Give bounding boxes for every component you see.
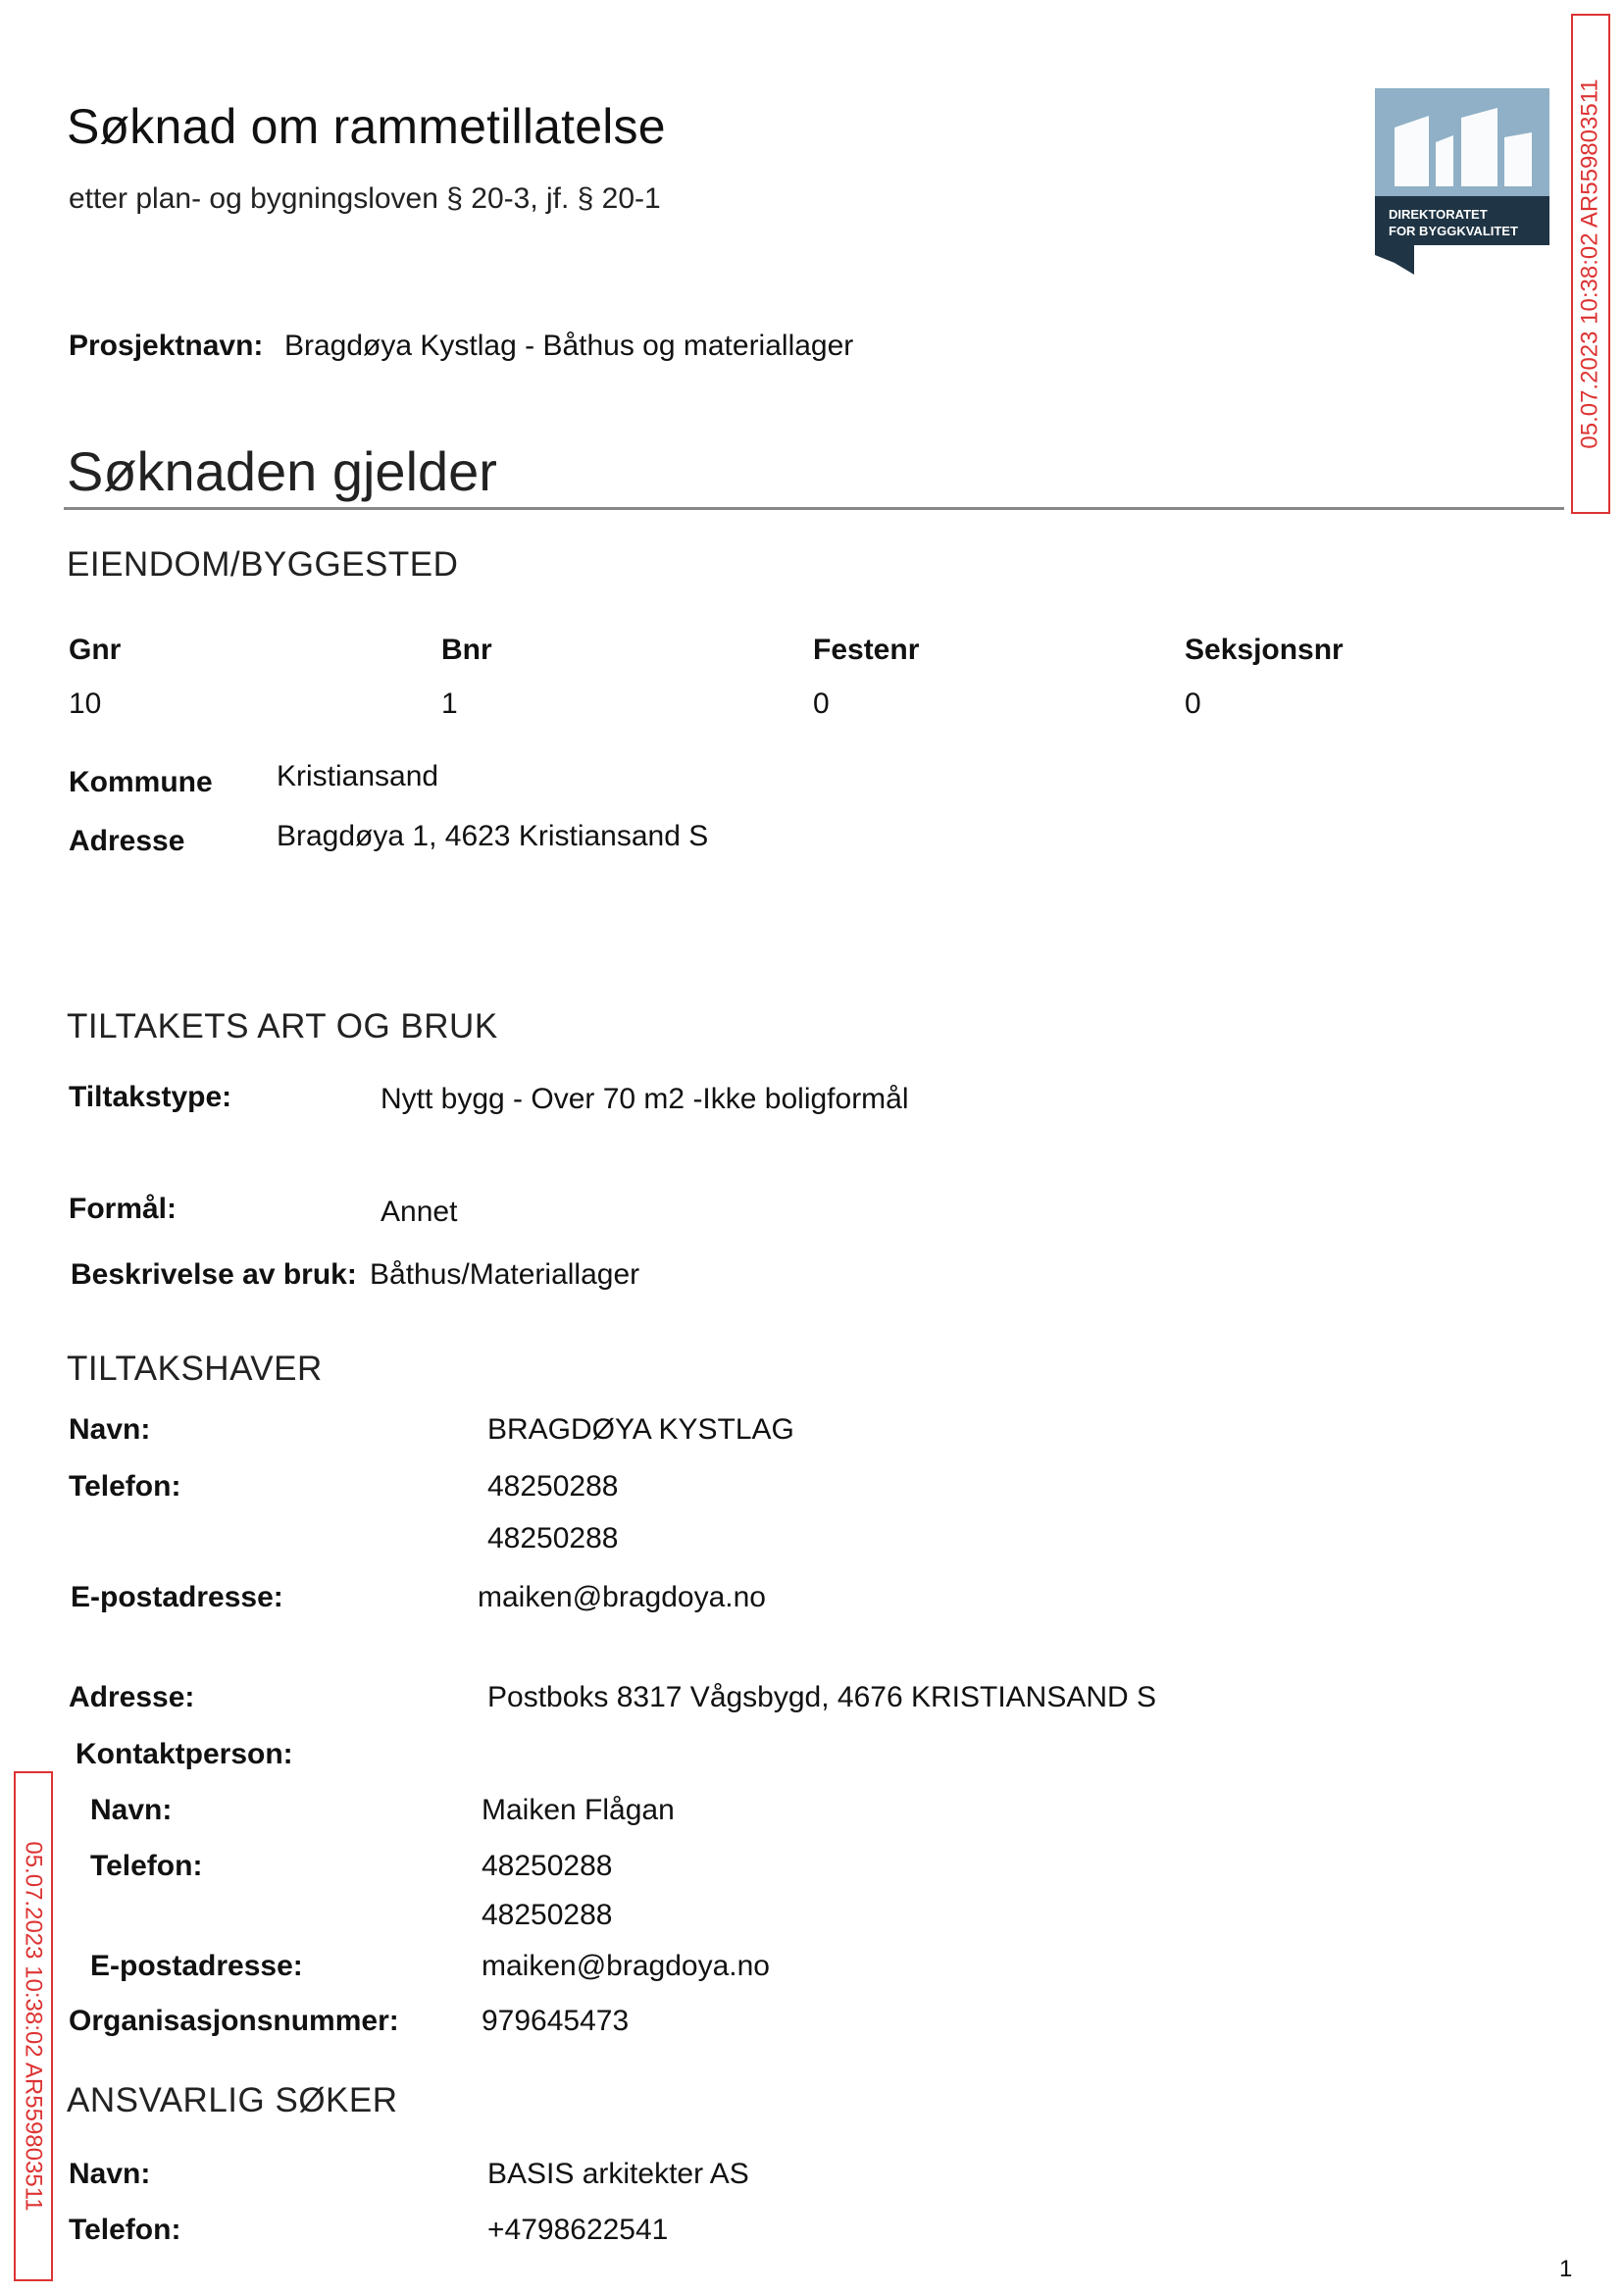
kontakt-navn-value: Maiken Flågan bbox=[482, 1794, 675, 1826]
section-heading-ansvarlig: ANSVARLIG SØKER bbox=[67, 2081, 398, 2119]
project-value: Bragdøya Kystlag - Båthus og materiallager bbox=[284, 330, 854, 362]
tiltakstype-value: Nytt bygg - Over 70 m2 -Ikke boligformål bbox=[381, 1083, 909, 1115]
kontakt-telefon-label: Telefon: bbox=[90, 1850, 203, 1882]
kommune-label: Kommune bbox=[69, 766, 213, 798]
tiltakstype-label: Tiltakstype: bbox=[69, 1081, 232, 1113]
tiltakshaver-adresse-value: Postboks 8317 Vågsbygd, 4676 KRISTIANSAND S bbox=[487, 1681, 1157, 1713]
seksjonsnr-label: Seksjonsnr bbox=[1185, 634, 1344, 666]
heading-rule bbox=[64, 507, 1564, 510]
date-stamp-bottom-text: 05.07.2023 10:38:02 AR559803511 bbox=[21, 1841, 47, 2212]
bruk-label: Beskrivelse av bruk: bbox=[71, 1258, 357, 1291]
document-subtitle: etter plan- og bygningsloven § 20-3, jf. § 20-1 bbox=[69, 182, 661, 215]
bnr-value: 1 bbox=[441, 688, 458, 720]
kontakt-telefon-value-1: 48250288 bbox=[482, 1850, 613, 1882]
festenr-label: Festenr bbox=[813, 634, 920, 666]
ansvarlig-telefon-label: Telefon: bbox=[69, 2214, 181, 2246]
tiltakshaver-epost-value: maiken@bragdoya.no bbox=[478, 1581, 766, 1613]
tiltakshaver-telefon-value-1: 48250288 bbox=[487, 1470, 619, 1503]
ansvarlig-navn-label: Navn: bbox=[69, 2158, 151, 2190]
kontakt-epost-value: maiken@bragdoya.no bbox=[482, 1950, 770, 1982]
gnr-value: 10 bbox=[69, 688, 102, 720]
kontakt-epost-label: E-postadresse: bbox=[90, 1950, 303, 1982]
formal-value: Annet bbox=[381, 1196, 458, 1228]
dibk-logo bbox=[1375, 88, 1549, 275]
orgnr-label: Organisasjonsnummer: bbox=[69, 2005, 399, 2037]
bnr-label: Bnr bbox=[441, 634, 492, 666]
page-number: 1 bbox=[1559, 2256, 1573, 2282]
tiltakshaver-navn-label: Navn: bbox=[69, 1413, 151, 1446]
logo-text-line2: FOR BYGGKVALITET bbox=[1389, 224, 1518, 238]
section-heading-tiltak: TILTAKETS ART OG BRUK bbox=[67, 1007, 498, 1045]
project-label: Prosjektnavn: bbox=[69, 330, 264, 362]
adresse-label: Adresse bbox=[69, 825, 185, 857]
section-heading-property: EIENDOM/BYGGESTED bbox=[67, 545, 459, 584]
date-stamp-bottom bbox=[14, 1771, 53, 2281]
kontaktperson-label: Kontaktperson: bbox=[76, 1738, 293, 1770]
ansvarlig-telefon-value: +4798622541 bbox=[487, 2214, 669, 2246]
date-stamp-top bbox=[1571, 14, 1610, 514]
ansvarlig-navn-value: BASIS arkitekter AS bbox=[487, 2158, 749, 2190]
tiltakshaver-telefon-label: Telefon: bbox=[69, 1470, 181, 1503]
formal-label: Formål: bbox=[69, 1193, 178, 1225]
logo-text-line1: DIREKTORATET bbox=[1389, 207, 1488, 222]
gnr-label: Gnr bbox=[69, 634, 122, 666]
orgnr-value: 979645473 bbox=[482, 2005, 630, 2037]
kommune-value: Kristiansand bbox=[277, 760, 439, 792]
date-stamp-top-text: 05.07.2023 10:38:02 AR559803511 bbox=[1577, 78, 1603, 449]
section-heading-tiltakshaver: TILTAKSHAVER bbox=[67, 1350, 323, 1388]
main-heading: Søknaden gjelder bbox=[67, 440, 497, 502]
kontakt-telefon-value-2: 48250288 bbox=[482, 1899, 613, 1931]
tiltakshaver-adresse-label: Adresse: bbox=[69, 1681, 195, 1713]
tiltakshaver-navn-value: BRAGDØYA KYSTLAG bbox=[487, 1413, 794, 1446]
tiltakshaver-telefon-value-2: 48250288 bbox=[487, 1522, 619, 1555]
adresse-value: Bragdøya 1, 4623 Kristiansand S bbox=[277, 820, 709, 852]
bruk-value: Båthus/Materiallager bbox=[370, 1258, 640, 1291]
dibk-logo-graphic bbox=[1375, 88, 1549, 275]
document-title: Søknad om rammetillatelse bbox=[67, 99, 666, 154]
seksjonsnr-value: 0 bbox=[1185, 688, 1201, 720]
tiltakshaver-epost-label: E-postadresse: bbox=[71, 1581, 283, 1613]
kontakt-navn-label: Navn: bbox=[90, 1794, 173, 1826]
festenr-value: 0 bbox=[813, 688, 830, 720]
